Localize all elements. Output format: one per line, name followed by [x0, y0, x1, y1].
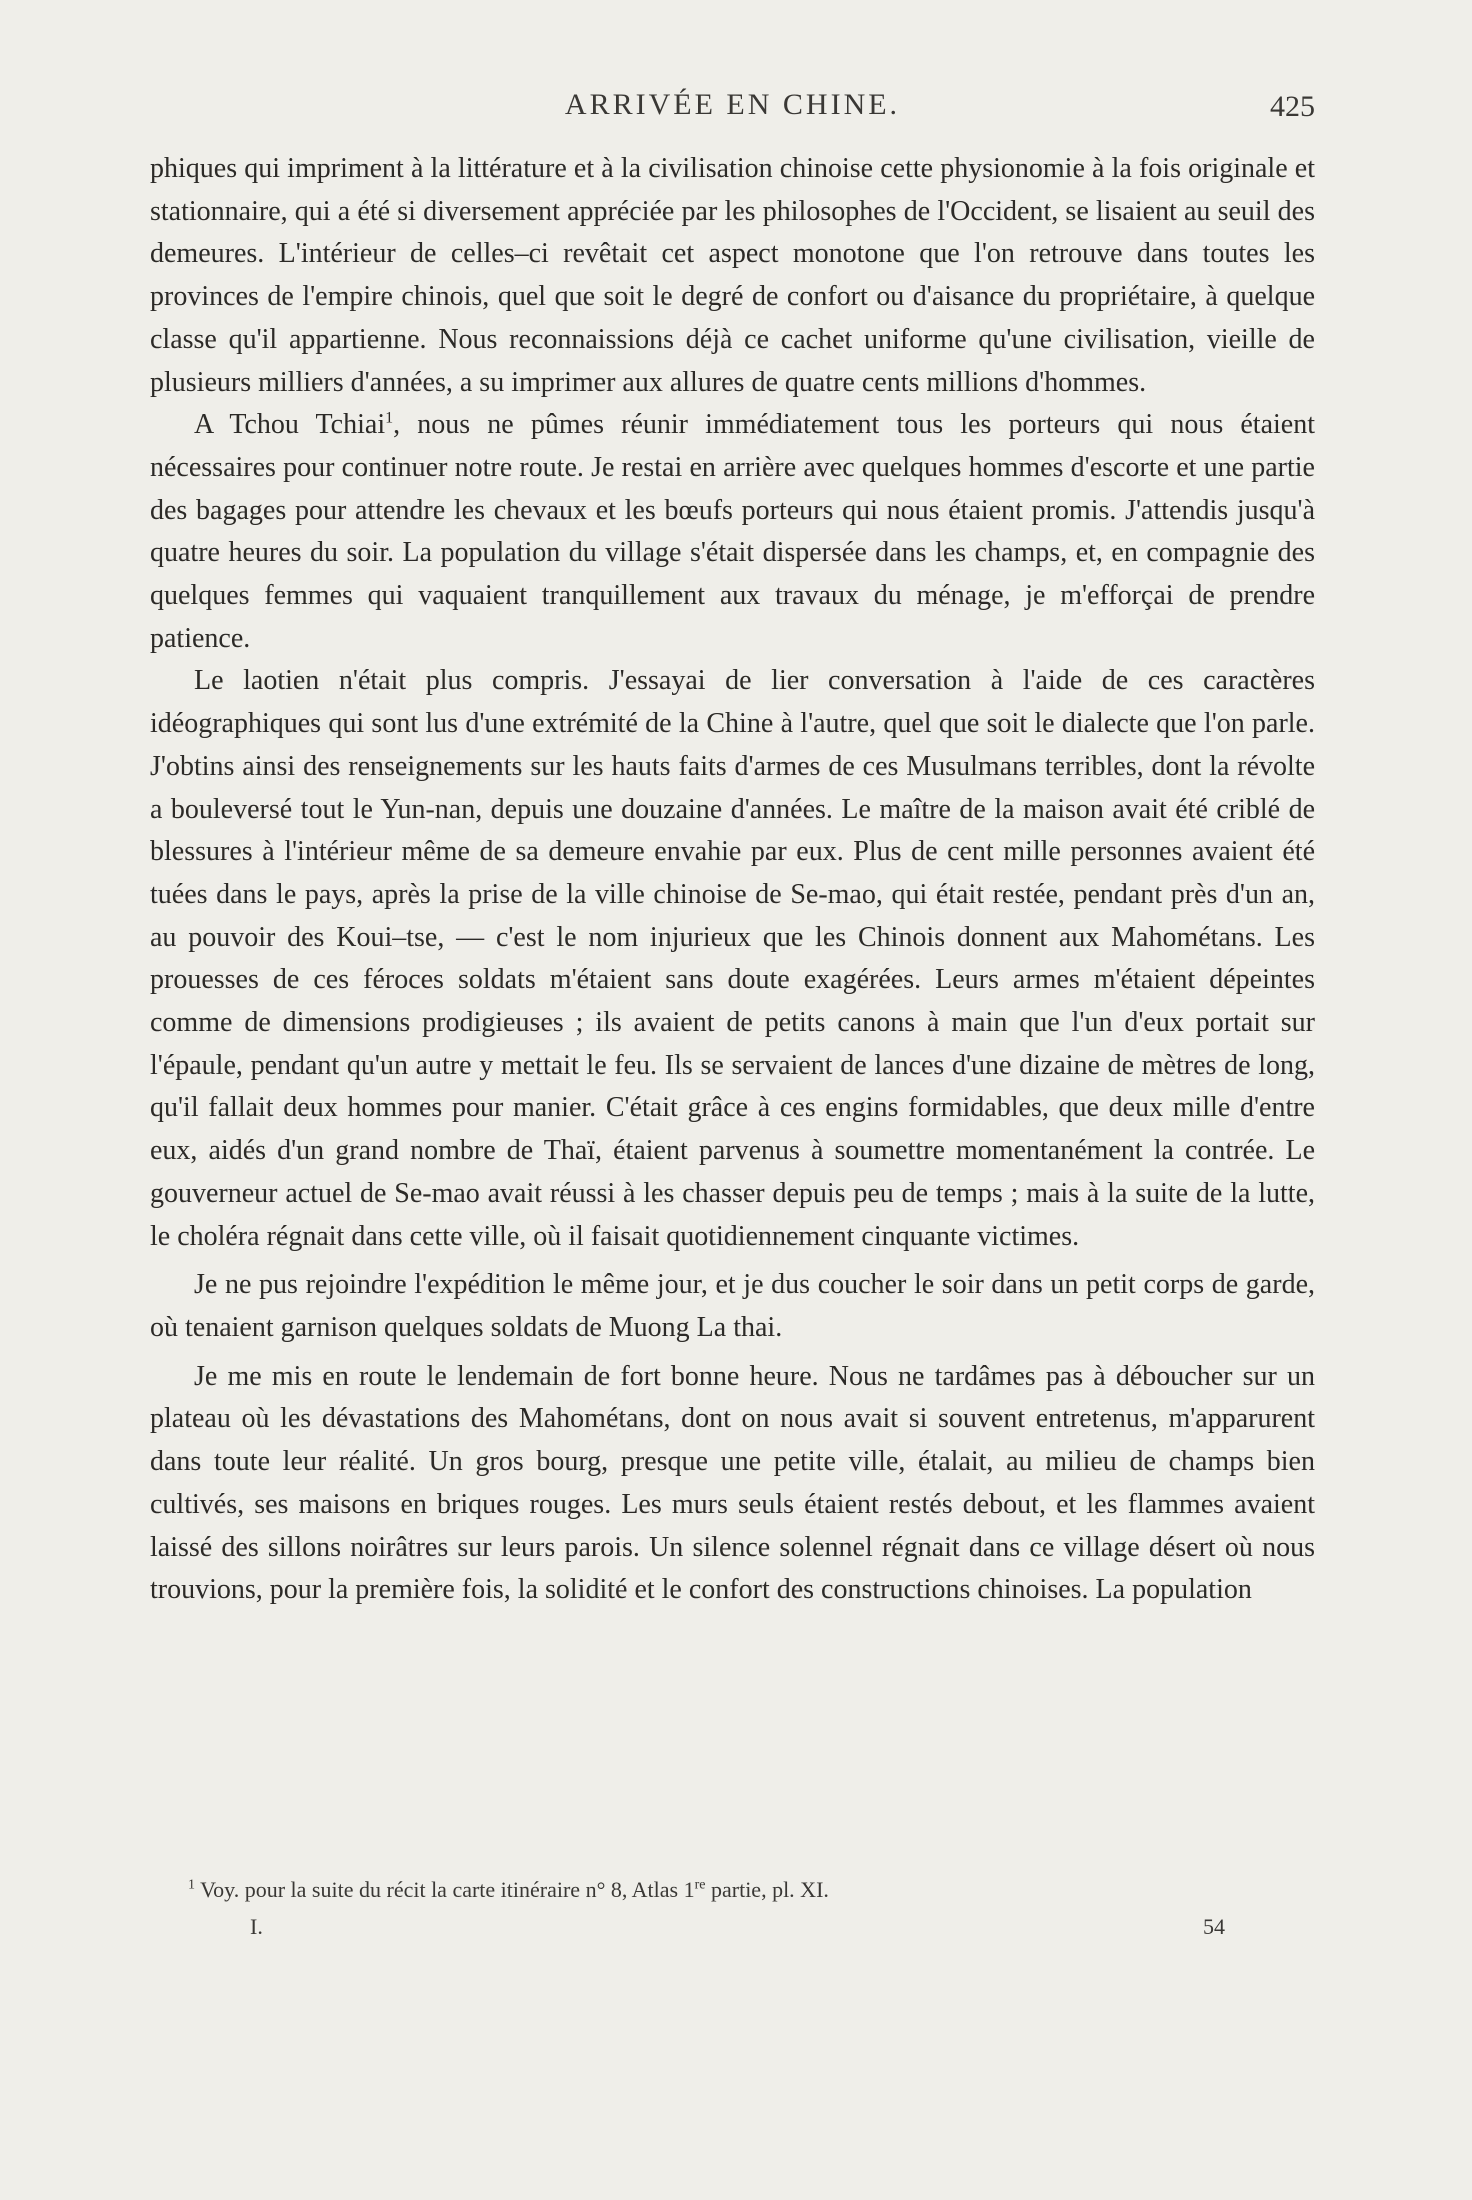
paragraph: Je me mis en route le lendemain de fort bonne heure. Nous ne tardâmes pas à déboucher sur un plateau où les dévastations des Mahométans, dont on nous avait si souvent entretenus, m'apparurent dans toute leur réalité. Un gros bourg, presque une petite ville, étalait, au milieu de champs bien cultivés, ses maisons en briques rouges. Les murs seuls étaient restés debout, et les flammes avaient laissé des sillons noirâtres sur leurs parois. Un silence solennel régnait dans ce village désert où nous trouvions, pour la première fois, la solidité et le confort des constructions chinoises. La population [150, 1360, 1315, 1606]
sheet-signature: 54 [1203, 1914, 1225, 1939]
running-title: ARRIVÉE EN CHINE. [564, 88, 901, 121]
paragraph: Je ne pus rejoindre l'expédition le même jour, et je dus coucher le soir dans un petit corps de garde, où tenaient garnison quelques soldats de Muong La thai. [150, 1269, 1315, 1343]
body-text [150, 148, 1315, 1612]
paragraph: phiques qui impriment à la littérature et à la civilisation chinoise cette physionomie à la fois originale et stationnaire, qui a été si diversement appréciée par les philosophes de l'Occident, se lisaient au seuil des demeures. L'intérieur de celles–ci revêtait cet aspect monotone que l'on retrouve dans toutes les provinces de l'empire chinois, quel que soit le degré de confort ou d'aisance du propriétaire, à quelque classe qu'il appartienne. Nous reconnaissions déjà ce cachet uniforme qu'une civilisation, vieille de plusieurs milliers d'années, a su imprimer aux allures de quatre cents millions d'hommes. [150, 153, 1315, 398]
paragraph: Le laotien n'était plus compris. J'essayai de lier conversation à l'aide de ces caractères idéographiques qui sont lus d'une extrémité de la Chine à l'autre, quel que soit le dialecte que l'on parle. J'obtins ainsi des renseignements sur les hauts faits d'armes de ces Musulmans terribles, dont la révolte a bouleversé tout le Yun-nan, depuis une douzaine d'années. Le maître de la maison avait été criblé de blessures à l'intérieur même de sa demeure envahie par eux. Plus de cent mille personnes avaient été tuées dans le pays, après la prise de la ville chinoise de Se-mao, qui était restée, pendant près d'un an, au pouvoir des Koui–tse, — c'est le nom injurieux que les Chinois donnent aux Mahométans. Les prouesses de ces féroces soldats m'étaient sans doute exagérées. Leurs armes m'étaient dépeintes comme de dimensions prodigieuses ; ils avaient de petits canons à main que l'un d'eux portait sur l'épaule, pendant qu'un autre y mettait le feu. Ils se servaient de lances d'une dizaine de mètres de long, qu'il fallait deux hommes pour manier. C'était grâce à ces engins formidables, que deux mille d'entre eux, aidés d'un grand nombre de Thaï, étaient parvenus à soumettre momentanément la contrée. Le gouverneur actuel de Se-mao avait réussi à les chasser depuis peu de temps ; mais à la suite de la lutte, le choléra régnait dans cette ville, où il faisait quotidiennement cinquante victimes. [150, 665, 1315, 1252]
footnote [188, 1877, 1288, 1903]
page-header [150, 88, 1315, 128]
footnote-marker: 1 [188, 1877, 195, 1893]
paragraph-text: A Tchou Tchiai [194, 409, 386, 441]
volume-signature: I. [250, 1914, 263, 1939]
footnote-text-end: partie, pl. XI. [705, 1877, 829, 1902]
footnote-reference: 1 [385, 409, 394, 427]
footnote-superscript: re [694, 1877, 706, 1893]
footnote-text: Voy. pour la suite du récit la carte itinéraire n° 8, Atlas 1 [200, 1877, 695, 1902]
page-number: 425 [1270, 90, 1315, 123]
paragraph [150, 404, 1315, 660]
paragraph-text: , nous ne pûmes réunir immédiatement tous les porteurs qui nous étaient nécessaires pour continuer notre route. Je restai en arrière avec quelques hommes d'escorte et une partie des bagages pour attendre les chevaux et les bœufs porteurs qui nous étaient promis. J'attendis jusqu'à quatre heures du soir. La population du village s'était dispersée dans les champs, et, en compagnie des quelques femmes qui vaquaient tranquillement aux travaux du ménage, je m'efforçai de prendre patience. [150, 409, 1315, 654]
